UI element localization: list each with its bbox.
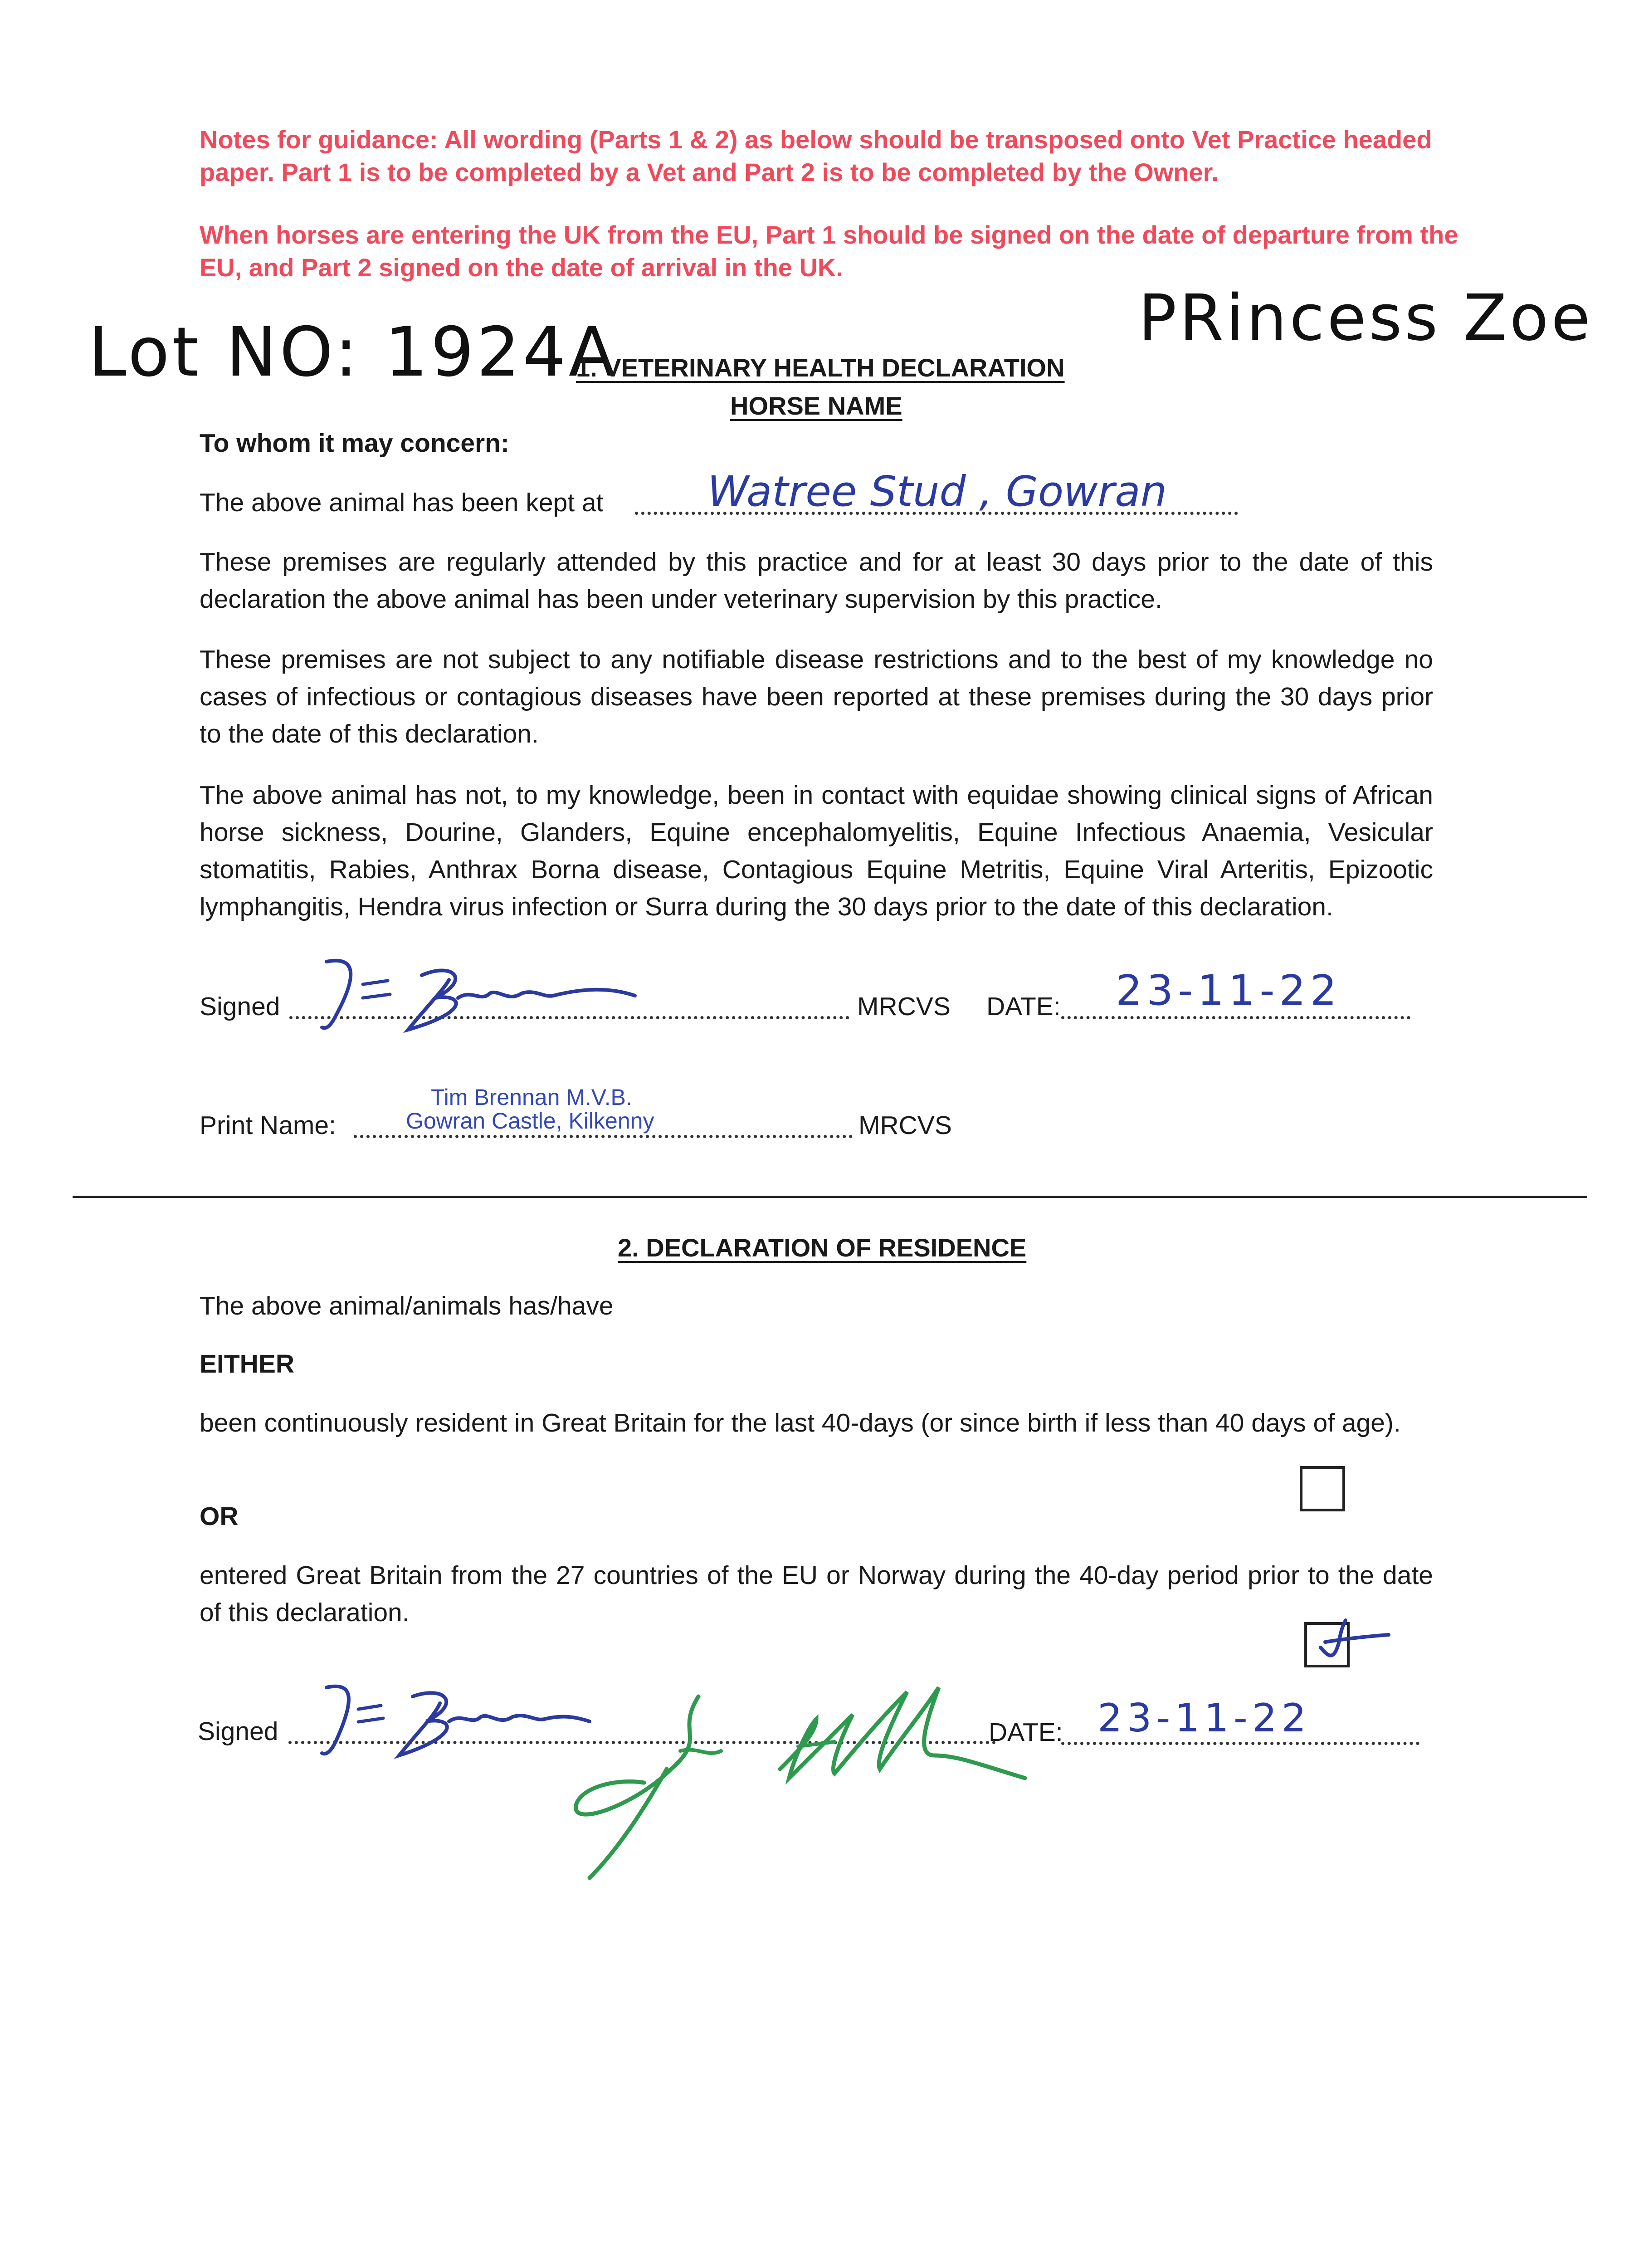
checkmark-icon (1302, 1616, 1384, 1666)
owner-signature-part2 (562, 1678, 1061, 1887)
part2-date-dotted-line (1061, 1742, 1419, 1745)
part2-date-label: DATE: (989, 1718, 1063, 1747)
part1-signed-label: Signed (200, 992, 280, 1021)
guidance-note-2: When horses are entering the UK from the EU, Part 1 should be signed on the date of departure from the EU, and Part 2 signed on the date of arrival in the UK. (200, 220, 1458, 282)
option-2-checkbox[interactable] (1304, 1622, 1350, 1667)
part1-paragraph-2: These premises are not subject to any notifiable disease restrictions and to the best of my knowledge no cases of infectious or contagious diseases have been reported at these premises during the 30 days prior to the date of this declaration. (200, 645, 1433, 748)
vet-stamp-address: Gowran Castle, Kilkenny (406, 1108, 654, 1134)
part1-paragraph-1: These premises are regularly attended by this practice and for at least 30 days prior to the date of this declaration the above animal has been under veterinary supervision by this practice. (200, 547, 1433, 614)
residence-option-2: entered Great Britain from the 27 countries of the EU or Norway during the 40-day period prior to the date of this declaration. (200, 1561, 1433, 1627)
part1-subtitle: HORSE NAME (730, 391, 902, 420)
lot-number-handwritten: Lot NO: 1924A (88, 313, 618, 392)
part1-mrcvs: MRCVS (857, 992, 951, 1021)
part1-date-handwritten: 23-11-22 (1116, 966, 1341, 1015)
residence-option-1: been continuously resident in Great Britain for the last 40-days (or since birth if less than 40 days of age). (200, 1408, 1401, 1437)
vet-signature-part2 (308, 1678, 599, 1765)
section-divider (73, 1196, 1587, 1198)
part2-signed-label: Signed (198, 1717, 278, 1746)
guidance-note-1: Notes for guidance: All wording (Parts 1 & 2) as below should be transposed onto Vet Practice headed paper. Part 1 is to be completed by a Vet and Part 2 is to be completed by the Owner. (200, 125, 1432, 186)
part1-paragraph-3: The above animal has not, to my knowledge, been in contact with equidae showing clinical signs of African horse sickness, Dourine, Glanders, Equine encephalomyelitis, Equine Infectious Anaemia, Vesicular stomatitis, Rabies, Anthrax Borna disease, Contagious Equine Metritis, Equine Viral Arteritis, Epizootic lymphangitis, Hendra virus infection or Surra during the 30 days prior to the date of this declaration. (200, 781, 1433, 921)
or-label: OR (200, 1502, 239, 1531)
option-1-checkbox[interactable] (1300, 1466, 1345, 1511)
part2-intro: The above animal/animals has/have (200, 1291, 614, 1320)
either-label: EITHER (200, 1349, 295, 1378)
vet-stamp-name: Tim Brennan M.V.B. (431, 1085, 632, 1110)
part1-title: 1. VETERINARY HEALTH DECLARATION (576, 353, 1065, 382)
print-name-dotted-line (354, 1135, 853, 1138)
print-name-label: Print Name: (200, 1111, 336, 1140)
premises-handwritten: Watree Stud , Gowran (707, 467, 1167, 516)
vet-signature-part1 (308, 953, 644, 1039)
part2-date-handwritten: 23-11-22 (1097, 1696, 1311, 1741)
kept-at-label: The above animal has been kept at (200, 488, 604, 517)
greeting: To whom it may concern: (200, 429, 510, 458)
part1-date-dotted-line (1061, 1016, 1410, 1019)
horse-name-handwritten: PRincess Zoe (1138, 281, 1593, 355)
part1-date-label: DATE: (986, 992, 1061, 1021)
print-name-mrcvs: MRCVS (858, 1111, 952, 1140)
part2-title: 2. DECLARATION OF RESIDENCE (618, 1233, 1027, 1262)
